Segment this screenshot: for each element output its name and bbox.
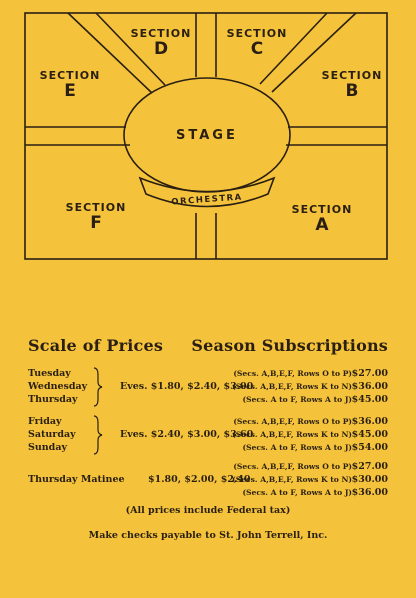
day-label: Thursday (28, 394, 78, 405)
tax-note: (All prices include Federal tax) (125, 505, 291, 516)
subscription-sections: (Secs. A to F, Rows A to J) (242, 488, 352, 497)
brace-icon (92, 367, 104, 407)
subscription-price: $54.00 (351, 442, 388, 453)
season-subscriptions-heading: Season Subscriptions (191, 336, 388, 355)
day-label: Thursday Matinee (28, 474, 125, 485)
section-d-label: SECTION D (130, 27, 192, 59)
subscription-price: $27.00 (351, 461, 388, 472)
matinee-prices: $1.80, $2.00, $2.40 (148, 474, 251, 485)
subscription-price: $30.00 (351, 474, 388, 485)
section-b-label: SECTION B (321, 69, 383, 101)
subscription-price: $45.00 (351, 394, 388, 405)
subscription-price: $36.00 (351, 416, 388, 427)
subscription-price: $27.00 (351, 368, 388, 379)
day-label: Sunday (28, 442, 67, 453)
brace-icon (92, 415, 104, 455)
day-label: Friday (28, 416, 62, 427)
section-f-label: SECTION F (65, 201, 127, 233)
section-a-label: SECTION A (291, 203, 353, 235)
subscription-price: $36.00 (351, 381, 388, 392)
day-label: Saturday (28, 429, 76, 440)
orchestra-label: ORCHESTRA (171, 192, 244, 208)
subscription-sections: (Secs. A,B,E,F, Rows O to P) (233, 462, 352, 471)
seating-chart-diagram (0, 0, 416, 290)
subscription-sections: (Secs. A to F, Rows A to J) (242, 395, 352, 404)
subscription-sections: (Secs. A to F, Rows A to J) (242, 443, 352, 452)
checks-note: Make checks payable to St. John Terrell, Inc. (88, 530, 328, 541)
section-c-label: SECTION C (226, 27, 288, 59)
subscription-sections: (Secs. A,B,E,F, Rows K to N) (232, 430, 352, 439)
evening-prices: Eves. $2.40, $3.00, $3.60 (120, 429, 254, 440)
subscription-sections: (Secs. A,B,E,F, Rows O to P) (233, 369, 352, 378)
subscription-price: $36.00 (351, 487, 388, 498)
subscription-price: $45.00 (351, 429, 388, 440)
subscription-sections: (Secs. A,B,E,F, Rows K to N) (232, 382, 352, 391)
evening-prices: Eves. $1.80, $2.40, $3.00 (120, 381, 254, 392)
subscription-sections: (Secs. A,B,E,F, Rows K to N) (232, 475, 352, 484)
subscription-sections: (Secs. A,B,E,F, Rows O to P) (233, 417, 352, 426)
stage-label: STAGE (176, 128, 238, 143)
day-label: Tuesday (28, 368, 71, 379)
section-e-label: SECTION E (39, 69, 101, 101)
day-label: Wednesday (28, 381, 88, 392)
scale-of-prices-heading: Scale of Prices (28, 336, 164, 355)
